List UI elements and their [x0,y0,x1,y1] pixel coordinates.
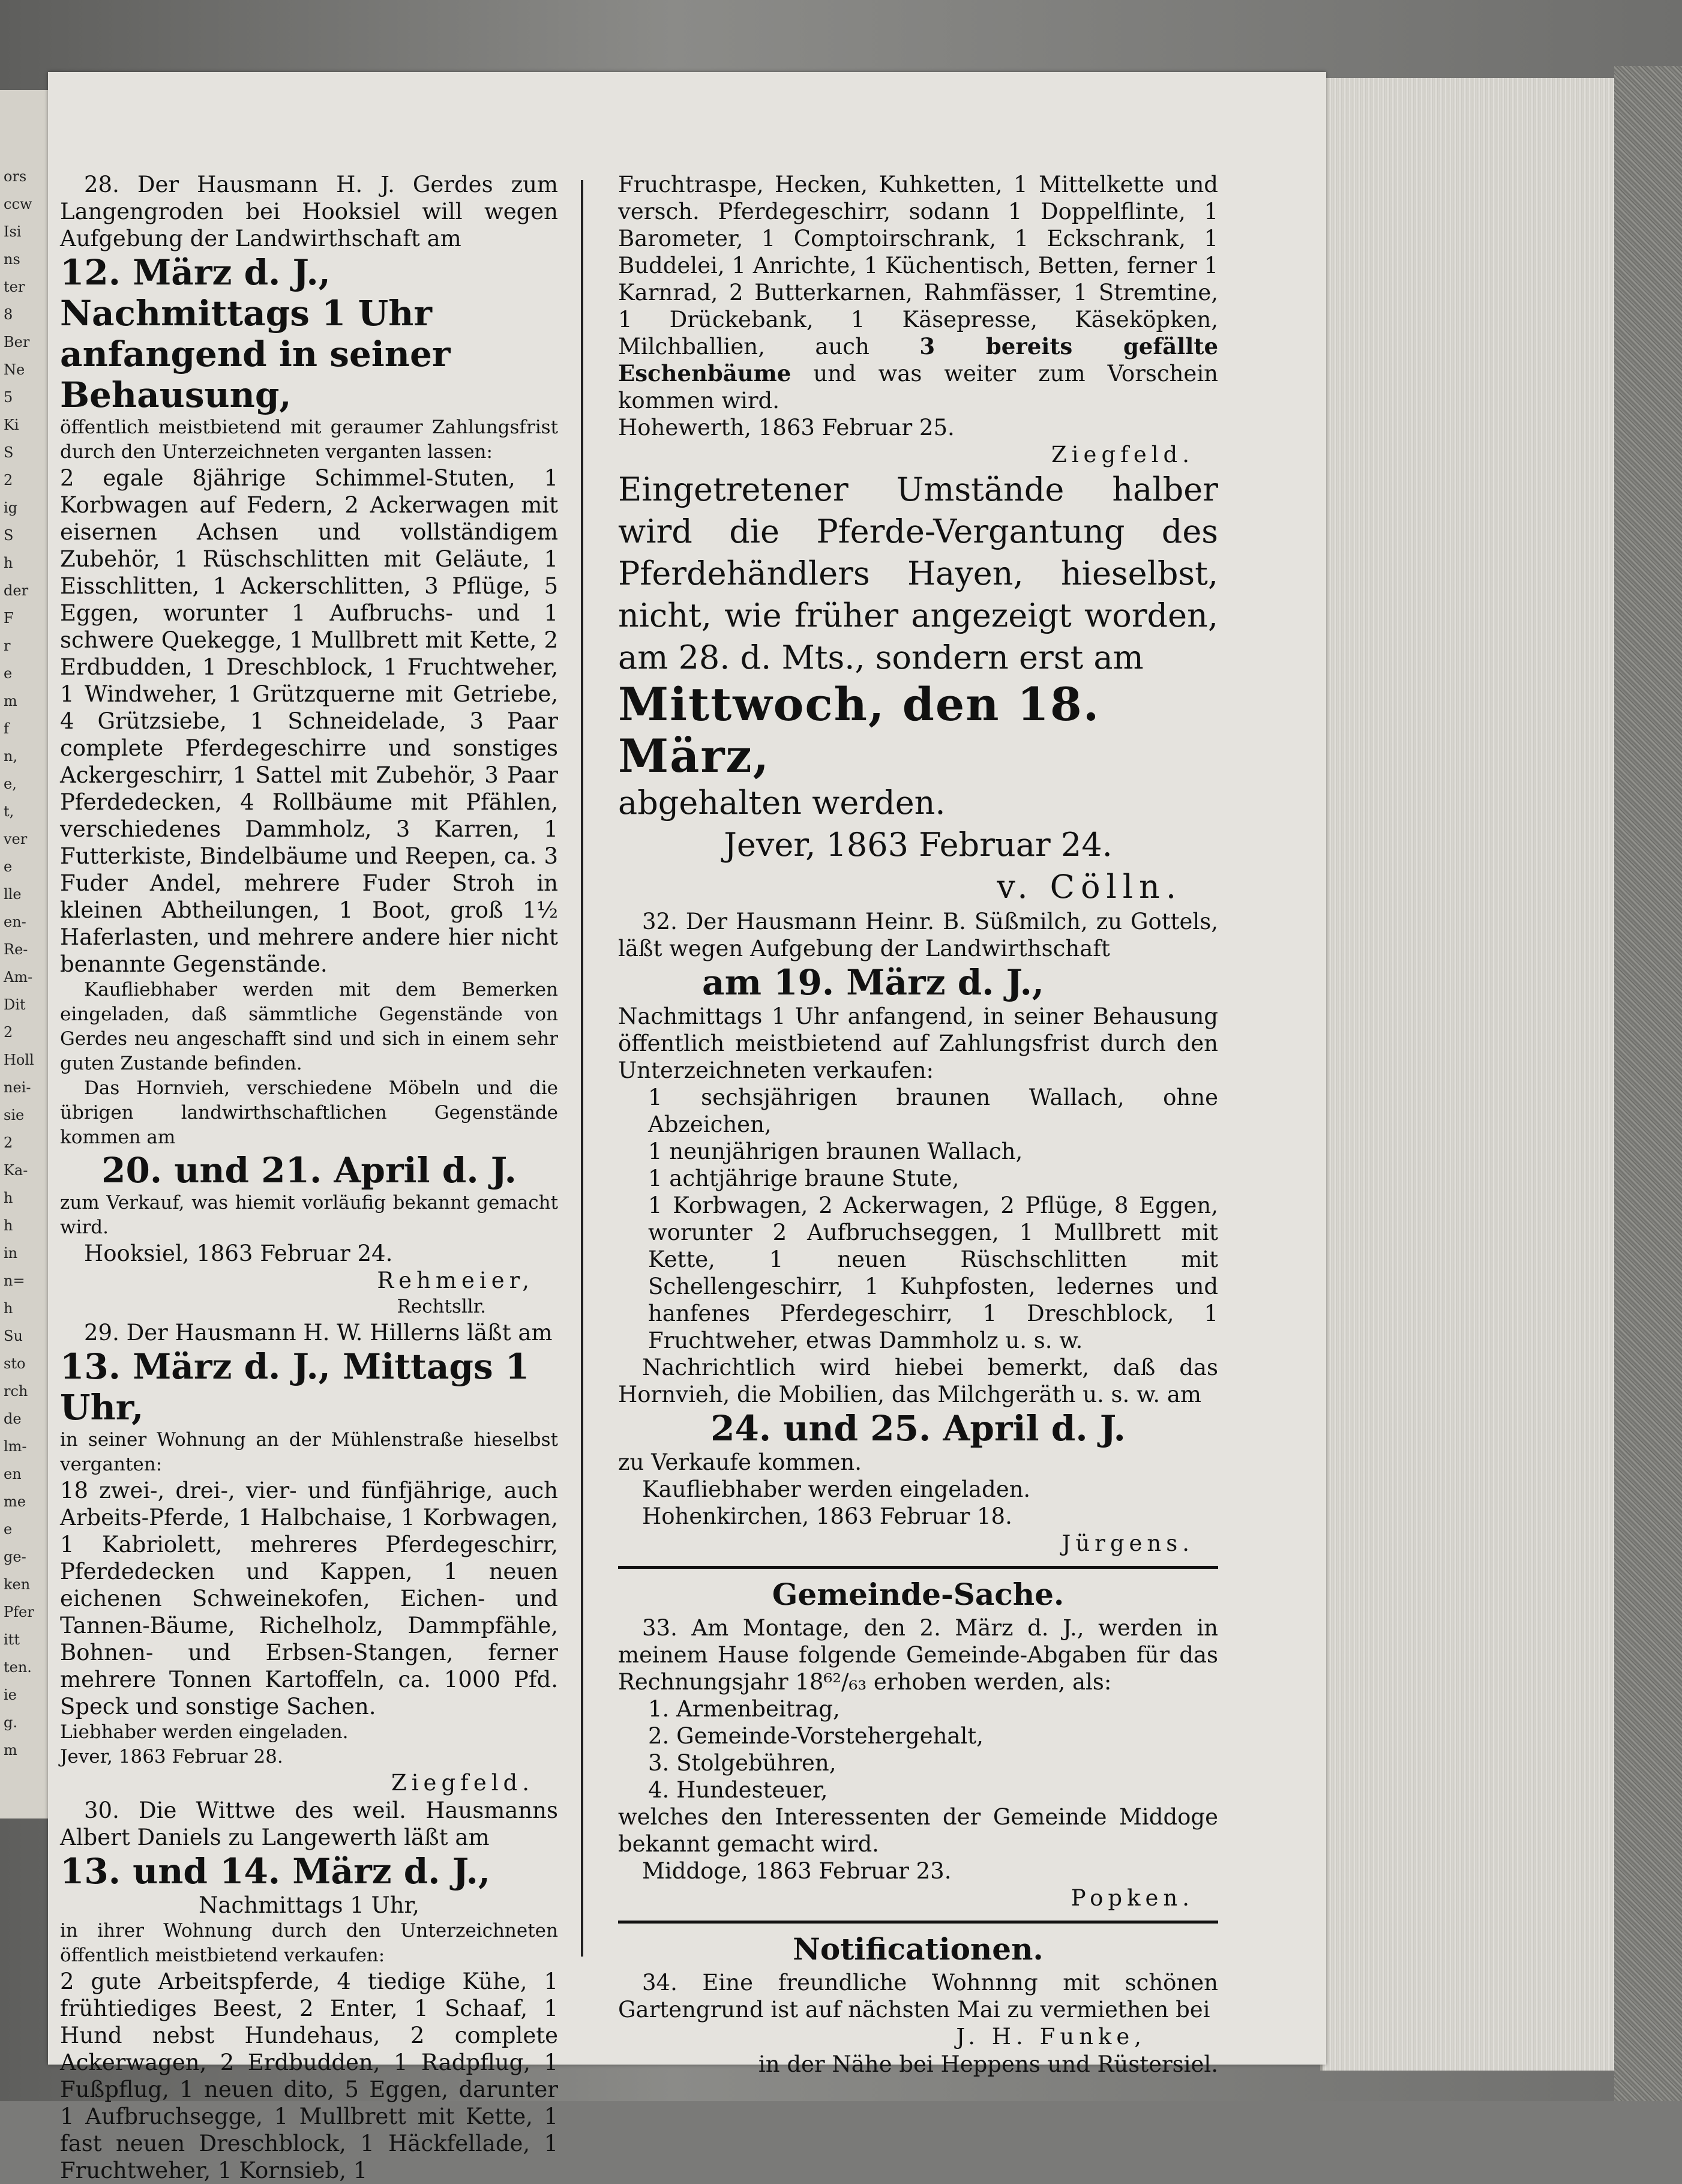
margin-fragment: n= [4,1272,25,1289]
margin-fragment: sie [4,1107,25,1124]
margin-fragment: 2 [4,1024,13,1041]
margin-fragment: ig [4,499,18,516]
ad31-text2: abgehalten werden. [618,784,946,822]
ad29-signer: Ziegfeld. [391,1770,534,1796]
ad30-body: in ihrer Wohnung durch den Unterzeichneten öffentlich meistbietend verkaufen: [60,1920,558,1966]
ad32-item4: 1 Korbwagen, 2 Ackerwagen, 2 Pflüge, 8 Eggen, worunter 2 Aufbruchseggen, 1 Mullbrett mit Kette, 1 neuen Rüschschlitten mit Schellengeschirr, 1 Kuhpfosten, ledernes und hanfenes Pferdegeschirr, 1 Dreschblock, 1 Fruchtweher, etwas Dammholz u. s. w. [648,1193,1218,1353]
margin-fragment: ie [4,1686,17,1703]
margin-fragment: S [4,444,14,461]
margin-fragment: lm- [4,1438,27,1455]
ad30-cont-items [618,171,1218,414]
ad32-item1: 1 sechsjährigen braunen Wallach, ohne Abzeichen, [648,1084,1218,1137]
ad32-item2: 1 neunjährigen braunen Wallach, [648,1139,1023,1164]
ad32-signer: Jürgens. [1062,1530,1194,1556]
ad30-time: Nachmittags 1 Uhr, [199,1892,419,1918]
margin-fragment: n, [4,748,18,765]
section-rule [618,1566,1218,1569]
ad34-text: 34. Eine freundliche Wohnnng mit schönen Gartengrund ist auf nächsten Mai zu vermiethen bei [618,1970,1218,2023]
margin-fragment: e [4,858,13,875]
margin-fragment: Pfer [4,1604,34,1620]
ad30-cont-items-end: und was weiter zum Vorschein kommen wird. [618,361,1218,414]
margin-fragment: 2 [4,1134,13,1151]
margin-fragment: t, [4,803,14,820]
margin-fragment: en [4,1466,22,1482]
ad28-place-date: Hooksiel, 1863 Februar 24. [84,1241,393,1266]
ad31-date: Mittwoch, den 18. März, [618,678,1101,783]
book-cover-edge [1614,66,1682,2101]
ad30-cont-items-text: Fruchtraspe, Hecken, Kuhketten, 1 Mittelkette und versch. Pferdegeschirr, sodann 1 Doppelflinte, 1 Barometer, 1 Comptoirschrank, 1 Eckschrank, 1 Buddelei, 1 Anrichte, 1 Küchentisch, Betten, ferner 1 Karnrad, 2 Butterkarnen, Rahmfässer, 1 Stremtine, 1 Drückebank, 1 Käsepresse, Käseköpken, Milchballien, auch [618,172,1218,359]
ad29-note: Liebhaber werden eingeladen. [60,1721,349,1743]
ad33-signer: Popken. [1071,1885,1194,1911]
ad30-place-date: Hohewerth, 1863 Februar 25. [618,415,955,441]
ad29-body: in seiner Wohnung an der Mühlenstraße hieselbst verganten: [60,1429,558,1475]
ad32-note3: Kaufliebhaber werden eingeladen. [642,1476,1031,1502]
ad33-place-date: Middoge, 1863 Februar 23. [642,1858,952,1884]
margin-fragment: F [4,610,14,627]
margin-fragment: itt [4,1631,20,1648]
margin-fragment: ken [4,1576,31,1593]
ad30-items: 2 gute Arbeitspferde, 4 tiedige Kühe, 1 frühtiediges Beest, 2 Enter, 1 Schaaf, 1 Hund nebst Hundehaus, 2 complete Ackerwagen, 2 Erdbudden, 1 Radpflug, 1 Fußpflug, 1 neuen dito, 5 Eggen, darunter 1 Aufbruchsegge, 1 Mullbrett mit Kette, 1 fast neuen Dreschblock, 1 Häckfellade, 1 Fruchtweher, 1 Kornsieb, 1 [60,1969,558,2183]
margin-fragment: g. [4,1714,17,1731]
ad30-intro: 30. Die Wittwe des weil. Hausmanns Albert Daniels zu Langewerth läßt am [60,1797,558,1850]
margin-fragment: der [4,582,29,599]
section-heading-notificationen: Notificationen. [793,1931,1044,1967]
ad28-note3: zum Verkauf, was hiemit vorläufig bekannt gemacht wird. [60,1192,558,1238]
ad33-intro: 33. Am Montage, den 2. März d. J., werden in meinem Hause folgende Gemeinde-Abgaben für das Rechnungsjahr 18⁶²/₆₃ erhoben werden, als: [618,1615,1218,1695]
margin-fragment: Re- [4,941,28,958]
ad33-list-item: 3. Stolgebühren, [648,1750,836,1776]
margin-fragment: e [4,1521,13,1538]
ad32-date: am 19. März d. J., [702,962,1044,1003]
ad28-date: 12. März d. J., Nachmittags 1 Uhr anfangend in seiner Behausung, [60,252,451,415]
margin-fragment: Isi [4,223,22,240]
ad31-place-date: Jever, 1863 Februar 24. [724,826,1113,864]
ad28-items: 2 egale 8jährige Schimmel-Stuten, 1 Korbwagen auf Federn, 2 Ackerwagen mit eisernen Achsen und vollständigem Zubehör, 1 Rüschschlitten mit Geläute, 1 Eisschlitten, 1 Ackerschlitten, 3 Pflüge, 5 Eggen, worunter 1 Aufbruchs- und 1 schwere Quekegge, 1 Mullbrett mit Kette, 2 Erdbudden, 1 Dreschblock, 1 Fruchtweher, 1 Windweher, 1 Grützquerne mit Getriebe, 4 Grützsiebe, 1 Schneidelade, 3 Paar complete Pferdegeschirre und sonstiges Ackergeschirr, 1 Sattel mit Zubehör, 3 Paar Pferdedecken, 4 Rollbäume mit Pfählen, verschiedenes Dammholz, 3 Karren, 1 Futterkiste, Bindelbäume und Reepen, ca. 3 Fuder Andel, mehrere Fuder Stroh in kleinen Abtheilungen, 1 Boot, groß 1½ Haferlasten, und mehrere andere hier nicht benannte Gegenstände. [60,465,558,977]
margin-fragment: ns [4,251,20,268]
margin-fragment: 2 [4,472,13,489]
ad28-intro: 28. Der Hausmann H. J. Gerdes zum Langengroden bei Hooksiel will wegen Aufgebung der Landwirthschaft am [60,172,558,251]
ad28-signer-title: Rechtsllr. [397,1296,486,1317]
margin-fragment: r [4,637,11,654]
margin-fragment: sto [4,1355,26,1372]
margin-fragment: h [4,1217,13,1234]
margin-fragment: S [4,527,14,544]
margin-fragment: Ka- [4,1162,28,1179]
margin-fragment: lle [4,886,22,903]
margin-fragment: m [4,693,17,709]
ad28-body: öffentlich meistbietend mit geraumer Zahlungsfrist durch den Unterzeichneten verganten lassen: [60,417,558,463]
ad29-items: 18 zwei-, drei-, vier- und fünfjährige, auch Arbeits-Pferde, 1 Halbchaise, 1 Korbwagen, 1 Kabriolett, mehreres Pferdegeschirr, Pferdedecken und Kappen, 1 neuen eichenen Schweinekofen, Eichen- und Tannen-Bäume, Richelholz, Dammpfähle, Bohnen- und Erbsen-Stangen, ferner mehrere Tonnen Kartoffeln, ca. 1000 Pfd. Speck und sonstige Sachen. [60,1478,558,1719]
margin-fragment: ten. [4,1659,32,1676]
margin-fragment: de [4,1410,22,1427]
margin-fragment: f [4,720,9,737]
ad34-signer: J. H. Funke, [956,2024,1146,2050]
margin-fragment: Am- [4,969,33,985]
margin-fragment: Ber [4,334,30,350]
ad33-list-item: 4. Hundesteuer, [648,1777,828,1803]
ad28-date2: 20. und 21. April d. J. [101,1150,517,1191]
ad28-signer: Rehmeier, [377,1268,534,1293]
ad33-list-item: 1. Armenbeitrag, [648,1696,840,1722]
margin-fragment: h [4,555,13,571]
margin-fragment: m [4,1742,17,1758]
page-stack-edge [1320,78,1659,2071]
margin-fragment: 8 [4,306,13,323]
margin-fragment: ccw [4,196,32,212]
margin-fragment: Su [4,1328,23,1344]
ad32-note2: zu Verkaufe kommen. [618,1449,862,1475]
ad32-date2: 24. und 25. April d. J. [710,1408,1126,1449]
ad29-intro: 29. Der Hausmann H. W. Hillerns läßt am [84,1320,553,1346]
margin-fragment: Ne [4,361,25,378]
ad29-date: 13. März d. J., Mittags 1 Uhr, [60,1346,530,1428]
ad31-text: Eingetretener Umstände halber wird die Pferde-Vergantung des Pferdehändlers Hayen, hieselbst, nicht, wie früher angezeigt worden, am 28. d. Mts., sondern erst am [618,471,1218,676]
margin-fragment: ge- [4,1548,26,1565]
section-rule [618,1921,1218,1924]
ad33-note: welches den Interessenten der Gemeinde Middoge bekannt gemacht wird. [618,1804,1218,1857]
margin-fragment: ter [4,278,25,295]
margin-fragment: Dit [4,996,26,1013]
margin-fragment: h [4,1190,13,1206]
ad32-intro: 32. Der Hausmann Heinr. B. Süßmilch, zu Gottels, läßt wegen Aufgebung der Landwirthschaft [618,909,1218,961]
margin-fragment: rch [4,1383,28,1400]
margin-fragment: in [4,1245,18,1262]
margin-fragment: ors [4,168,27,185]
margin-fragment: h [4,1300,13,1317]
left-column [60,171,558,2184]
ad30-cont-items-bold: 3 bereits gefällte Eschenbäume [618,333,1218,387]
ad31-signer: v. Cölln. [997,868,1182,906]
margin-fragment: Ki [4,417,19,433]
ad32-place-date: Hohenkirchen, 1863 Februar 18. [642,1503,1012,1529]
margin-fragment: e, [4,775,17,792]
margin-fragment: en- [4,913,26,930]
ad32-note: Nachrichtlich wird hiebei bemerkt, daß das Hornvieh, die Mobilien, das Milchgeräth u. s. w. am [618,1355,1218,1407]
section-heading-gemeinde: Gemeinde-Sache. [772,1577,1065,1612]
right-column [618,171,1218,2078]
margin-fragment: nei- [4,1079,31,1096]
ad32-body: Nachmittags 1 Uhr anfangend, in seiner Behausung öffentlich meistbietend auf Zahlungsfrist durch den Unterzeichneten verkaufen: [618,1003,1218,1083]
ad32-item3: 1 achtjährige braune Stute, [648,1166,960,1191]
ad28-note1: Kaufliebhaber werden mit dem Bemerken eingeladen, daß sämmtliche Gegenstände von Gerdes neu angeschafft sind und sich in einem sehr guten Zustande befinden. [60,979,558,1074]
ad28-note2: Das Hornvieh, verschiedene Möbeln und die übrigen landwirthschaftlichen Gegenstände kommen am [60,1077,558,1148]
margin-fragment: 5 [4,389,13,406]
margin-fragment: ver [4,831,28,847]
ad30-signer: Ziegfeld. [1051,442,1194,468]
ad30-date: 13. und 14. März d. J., [60,1851,491,1892]
column-divider [581,180,583,1957]
ad29-place-date: Jever, 1863 Februar 28. [60,1746,283,1767]
margin-fragment: Holl [4,1051,34,1068]
ad33-list-item: 2. Gemeinde-Vorstehergehalt, [648,1723,984,1749]
margin-fragment: me [4,1493,26,1510]
margin-fragment: e [4,665,13,682]
ad34-signer-place: in der Nähe bei Heppens und Rüstersiel. [758,2051,1218,2077]
